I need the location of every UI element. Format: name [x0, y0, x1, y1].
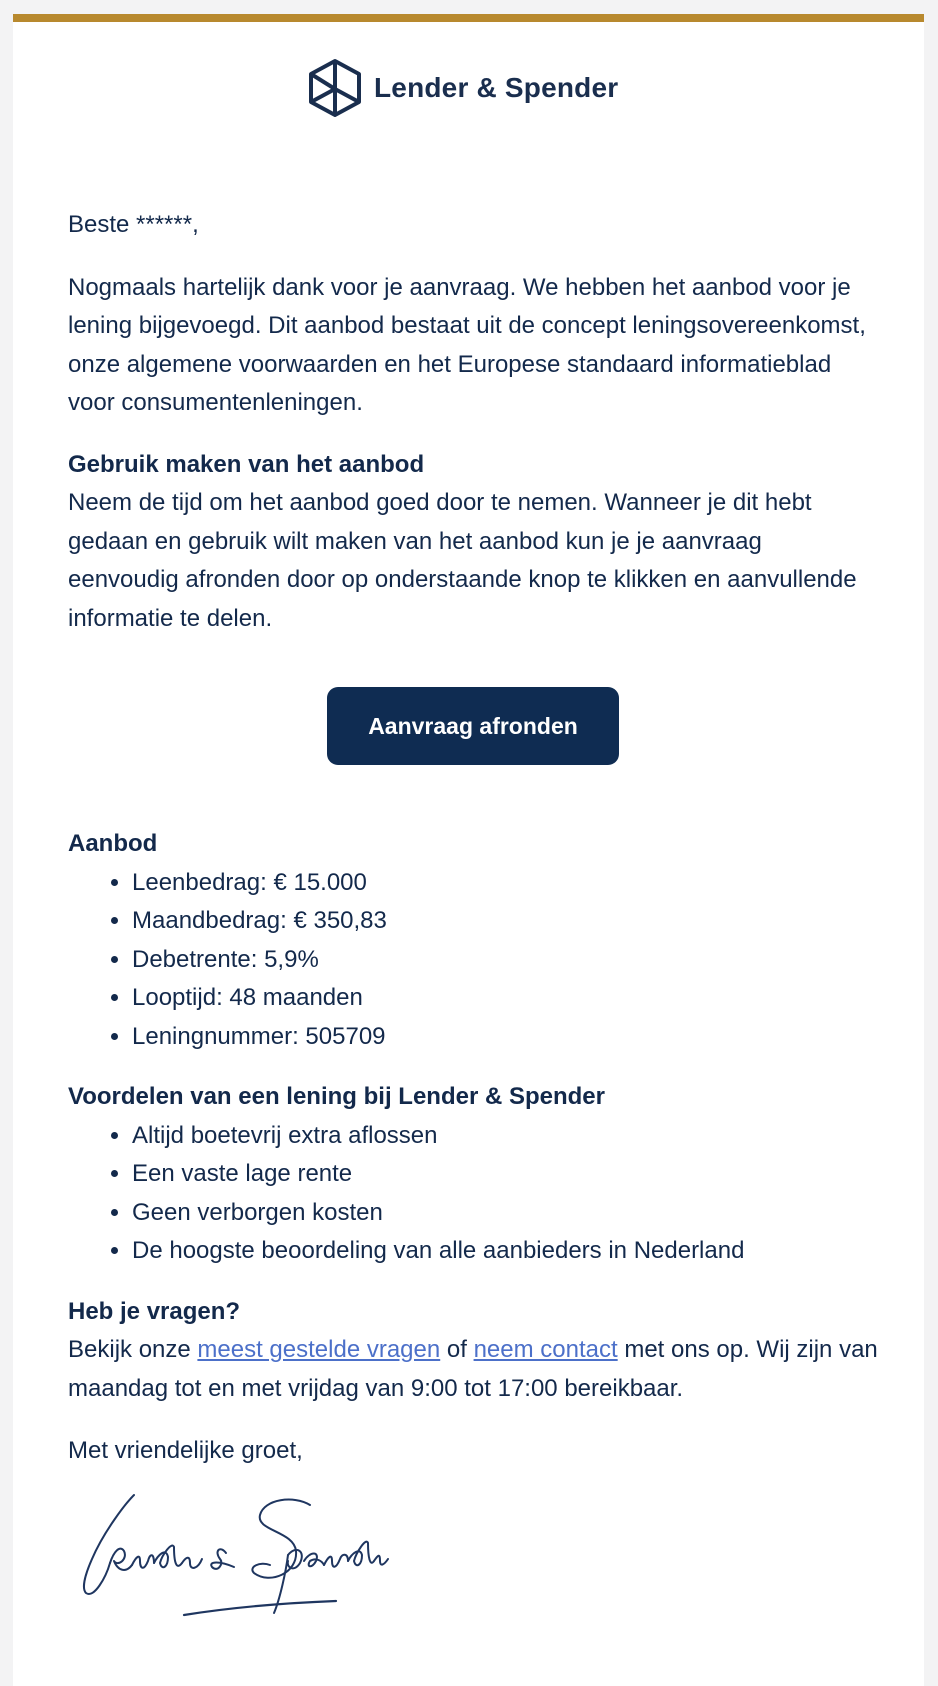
questions-paragraph	[68, 1331, 878, 1408]
benefit-item: • Een vaste lage rente	[132, 1155, 878, 1194]
complete-application-button[interactable]: Aanvraag afronden	[327, 687, 619, 765]
signature-image	[74, 1481, 394, 1621]
cta-container	[68, 687, 878, 765]
email-header	[13, 22, 924, 132]
benefits-heading: Voordelen van een lening bij Lender & Spender	[68, 1083, 605, 1110]
questions-text: of	[440, 1336, 474, 1363]
email-card	[13, 14, 924, 1686]
brand-logo	[308, 58, 618, 118]
offer-item-term: • Looptijd: 48 maanden	[132, 979, 878, 1018]
offer-heading: Aanbod	[68, 830, 158, 857]
benefit-item: • De hoogste beoordeling van alle aanbieders in Nederland	[132, 1232, 878, 1271]
usage-paragraph: Neem de tijd om het aanbod goed door te nemen. Wanneer je dit hebt gedaan en gebruik wilt maken van het aanbod kun je je aanvraag eenvoudig afronden door op onderstaande knop te klikken en aanvullende informatie te delen.	[68, 489, 857, 632]
faq-link[interactable]: meest gestelde vragen	[197, 1336, 441, 1363]
usage-heading: Gebruik maken van het aanbod	[68, 450, 425, 478]
closing-text: Met vriendelijke groet,	[68, 1437, 303, 1464]
brand-name: Lender & Spender	[374, 72, 619, 103]
greeting: Beste ******,	[68, 211, 199, 238]
offer-item-loan-number: • Leningnummer: 505709	[132, 1018, 878, 1057]
contact-link[interactable]: neem contact	[473, 1336, 618, 1363]
offer-item-interest-rate: • Debetrente: 5,9%	[132, 941, 878, 980]
benefits-list	[68, 1117, 878, 1271]
offer-list	[68, 864, 878, 1057]
email-body	[68, 206, 878, 1621]
intro-paragraph: Nogmaals hartelijk dank voor je aanvraag. We hebben het aanbod voor je lening bijgevoegd. Dit aanbod bestaat uit de concept leningsovereenkomst, onze algemene voorwaarden en het Europese standaard informatieblad voor consumentenleningen.	[68, 273, 866, 416]
logo-icon	[308, 58, 362, 118]
benefit-item: • Geen verborgen kosten	[132, 1194, 878, 1233]
benefit-item: • Altijd boetevrij extra aflossen	[132, 1117, 878, 1156]
questions-text: met ons op. Wij zijn van maandag tot en met vrijdag van 9:00 tot 17:00 bereikbaar.	[68, 1336, 878, 1402]
offer-item-loan-amount: • Leenbedrag: € 15.000	[132, 864, 878, 903]
offer-item-monthly-amount: • Maandbedrag: € 350,83	[132, 902, 878, 941]
questions-text: Bekijk onze	[68, 1336, 198, 1363]
questions-heading: Heb je vragen?	[68, 1297, 241, 1325]
